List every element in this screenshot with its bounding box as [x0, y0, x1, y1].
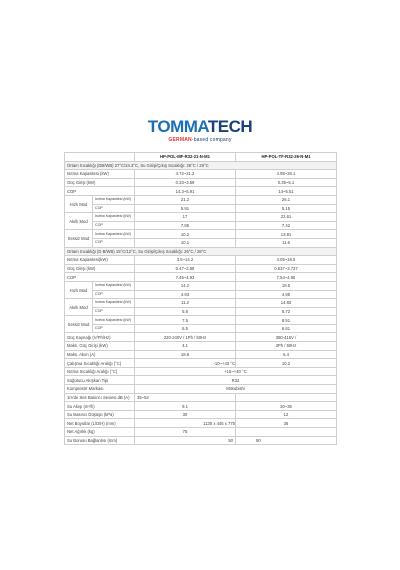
mode-sub-label: COP — [93, 290, 135, 299]
value-model-1: 6.5 — [135, 324, 236, 333]
value-model-1: -10~+43 °C — [135, 359, 236, 368]
value-model-2: 4.95 — [236, 290, 337, 299]
value-model-1: 17 — [135, 213, 236, 222]
mode-row — [65, 281, 337, 290]
value-model-2: 10.2 — [236, 359, 337, 368]
value-model-1: 14.3~5.91 — [135, 187, 236, 196]
section-title-row — [65, 247, 337, 256]
row-label: Isıtma Kapasitesi (kW) — [65, 170, 135, 179]
mode-sub-label: Isıtma Kapasitesi (kW) — [93, 281, 135, 290]
table-row — [65, 264, 337, 273]
table-row — [65, 367, 337, 376]
mode-row — [65, 204, 337, 213]
value-model-2: 30~35 — [236, 402, 337, 411]
mode-row — [65, 299, 337, 308]
logo-text-part2: TECH — [207, 117, 253, 136]
mode-row — [65, 230, 337, 239]
value-model-1: 0.47~2.88 — [135, 264, 236, 273]
mode-sub-label: Isıtma Kapasitesi (kW) — [93, 195, 135, 204]
value-shared: R32 — [135, 376, 337, 385]
table-row — [65, 342, 337, 351]
mode-row — [65, 307, 337, 316]
table-row — [65, 256, 337, 265]
mode-sub-label: COP — [93, 324, 135, 333]
mode-name: Sessiz Mod — [65, 316, 93, 333]
value-model-2: 5.15 — [236, 204, 337, 213]
mode-row — [65, 238, 337, 247]
value-model-1: 4.1 — [135, 342, 236, 351]
value-model-2: 5.72 — [236, 307, 337, 316]
value-model-1: 14.2 — [135, 281, 236, 290]
section-title-row — [65, 161, 337, 170]
section-title: Ortam Sıcaklığı (D B/WB) 15°C/12°C, Su Girişi/Çıkış Sıcaklığı: 26°C / 28°C — [65, 247, 337, 256]
table-row — [65, 350, 337, 359]
value-model-2: 90 — [236, 436, 337, 445]
value-model-1: 11.2 — [135, 299, 236, 308]
mode-sub-label: Isıtma Kapasitesi (kW) — [93, 213, 135, 222]
table-row — [65, 428, 337, 437]
row-label: Güç Girişi (kW) — [65, 178, 135, 187]
value-model-2: 11.6 — [236, 238, 337, 247]
value-model-2: 14.83 — [236, 299, 337, 308]
value-model-2: 18.5 — [236, 281, 337, 290]
value-model-1: 3.5~14.2 — [135, 256, 236, 265]
value-model-1: 35~52 — [135, 393, 236, 402]
value-model-1: 18.6 — [135, 350, 236, 359]
mode-sub-label: Isıtma Kapasitesi (kW) — [93, 230, 135, 239]
value-model-2: 0.35~5.1 — [236, 178, 337, 187]
value-shared: Mitsubishi — [135, 385, 337, 394]
table-row — [65, 359, 337, 368]
row-label: Güç Kaynağı (V/Ph/Hz) — [65, 333, 135, 342]
logo-tagline — [0, 137, 400, 143]
value-model-2: 22.61 — [236, 213, 337, 222]
value-model-2: 3Ph / 50Hz — [236, 342, 337, 351]
table-row — [65, 170, 337, 179]
mode-row — [65, 221, 337, 230]
logo-wordmark — [0, 118, 400, 136]
table-row — [65, 385, 337, 394]
row-label: Isıtma Sıcaklığı Aralığı (°C) — [65, 367, 135, 376]
value-model-1: 10.2 — [135, 230, 236, 239]
value-model-1: 21.2 — [135, 195, 236, 204]
value-model-2: 7.54~4.95 — [236, 273, 337, 282]
header-model-2: HP-POL-TF-R32-26-N-M1 — [236, 153, 337, 162]
value-model-2: 4.05~18.5 — [236, 256, 337, 265]
logo-tagline-prefix: GERMAN — [168, 137, 192, 143]
table-row — [65, 393, 337, 402]
mode-name: Sessiz Mod — [65, 230, 93, 247]
value-model-2: 13.91 — [236, 230, 337, 239]
value-model-1: 220-240V / 1Ph / 50Hz — [135, 333, 236, 342]
mode-row — [65, 316, 337, 325]
mode-row — [65, 195, 337, 204]
row-label: Soğutucu Akışkan Tipi — [65, 376, 135, 385]
table-row — [65, 410, 337, 419]
mode-name: Akıllı Mod — [65, 299, 93, 316]
value-model-1: 5.91 — [135, 204, 236, 213]
value-model-1: 7.85 — [135, 221, 236, 230]
header-cell — [65, 153, 135, 162]
value-model-1: 7.5 — [135, 316, 236, 325]
spec-table — [64, 152, 337, 445]
value-model-2: 14~5.51 — [236, 187, 337, 196]
value-model-1: 75 — [135, 428, 236, 437]
value-model-2: 7.42 — [236, 221, 337, 230]
value-model-2: 0.537~3.737 — [236, 264, 337, 273]
mode-sub-label: Isıtma Kapasitesi (kW) — [93, 316, 135, 325]
value-model-1: 9.1 — [135, 402, 236, 411]
value-model-1: 5.8 — [135, 307, 236, 316]
row-label: Maks. Güç Girişi (kW) — [65, 342, 135, 351]
table-row — [65, 178, 337, 187]
mode-sub-label: COP — [93, 238, 135, 247]
mode-sub-label: Isıtma Kapasitesi (kW) — [93, 299, 135, 308]
value-model-1: 50 — [135, 436, 236, 445]
value-model-1: 4.93 — [135, 290, 236, 299]
mode-sub-label: COP — [93, 204, 135, 213]
value-model-2: 26.1 — [236, 195, 337, 204]
mode-row — [65, 324, 337, 333]
mode-row — [65, 213, 337, 222]
brand-logo — [0, 118, 400, 143]
row-label: Güç Girişi (kW) — [65, 264, 135, 273]
row-label: Su Borusu Bağlantısı (mm) — [65, 436, 135, 445]
row-label: Isıtma Kapasitesi(kW) — [65, 256, 135, 265]
value-model-1: 1130 x 445 x 775 — [135, 419, 236, 428]
value-model-1: 4.72~21.2 — [135, 170, 236, 179]
value-model-2: 6.61 — [236, 324, 337, 333]
value-model-1: 0.33~3.59 — [135, 178, 236, 187]
row-label: COP — [65, 273, 135, 282]
row-label: Çalışma Sıcaklığı Aralığı (°C) — [65, 359, 135, 368]
value-model-1: 30 — [135, 410, 236, 419]
row-label: Su Basıncı Düşüşü (kPa) — [65, 410, 135, 419]
row-label: Net Boyutlar (L/D/H) (mm) — [65, 419, 135, 428]
row-label: Net Ağırlık (kg) — [65, 428, 135, 437]
row-label: Maks. Akım (A) — [65, 350, 135, 359]
row-label: COP — [65, 187, 135, 196]
mode-name: Hızlı Mod — [65, 195, 93, 212]
mode-row — [65, 290, 337, 299]
table-row — [65, 419, 337, 428]
value-model-2: 5.4 — [236, 350, 337, 359]
table-row — [65, 333, 337, 342]
value-model-2: 12 — [236, 410, 337, 419]
mode-name: Hızlı Mod — [65, 281, 93, 298]
header-model-1: HP-POL-MF-R32-21-N-M1 — [135, 153, 236, 162]
value-shared: +15~+40 °C — [135, 367, 337, 376]
value-model-2: 36 — [236, 419, 337, 428]
table-row — [65, 376, 337, 385]
table-row — [65, 436, 337, 445]
value-model-1: 10.1 — [135, 238, 236, 247]
section-title: Ortam Sıcaklığı (DB/WB) 27°C/24.3°C, Su Girişi/Çıkış Sıcaklığı: 26°C / 28°C — [65, 161, 337, 170]
mode-sub-label: COP — [93, 307, 135, 316]
value-model-2 — [236, 393, 337, 402]
row-label: Su Akışı (m³/h) — [65, 402, 135, 411]
value-model-1: 7.45~4.93 — [135, 273, 236, 282]
value-model-2: 8.51 — [236, 316, 337, 325]
mode-name: Akıllı Mod — [65, 213, 93, 230]
value-model-2 — [236, 428, 337, 437]
table-header-row — [65, 153, 337, 162]
table-row — [65, 402, 337, 411]
value-model-2: 380-415V / — [236, 333, 337, 342]
table-row — [65, 273, 337, 282]
value-model-2: 4.95~26.1 — [236, 170, 337, 179]
row-label: 1m'de Ses Basıncı Seviesi dB (A) — [65, 393, 135, 402]
row-label: Kompresör Markası — [65, 385, 135, 394]
table-row — [65, 187, 337, 196]
mode-sub-label: COP — [93, 221, 135, 230]
logo-text-part1: TOMMA — [147, 117, 208, 136]
logo-tagline-rest: -based company — [191, 137, 232, 143]
